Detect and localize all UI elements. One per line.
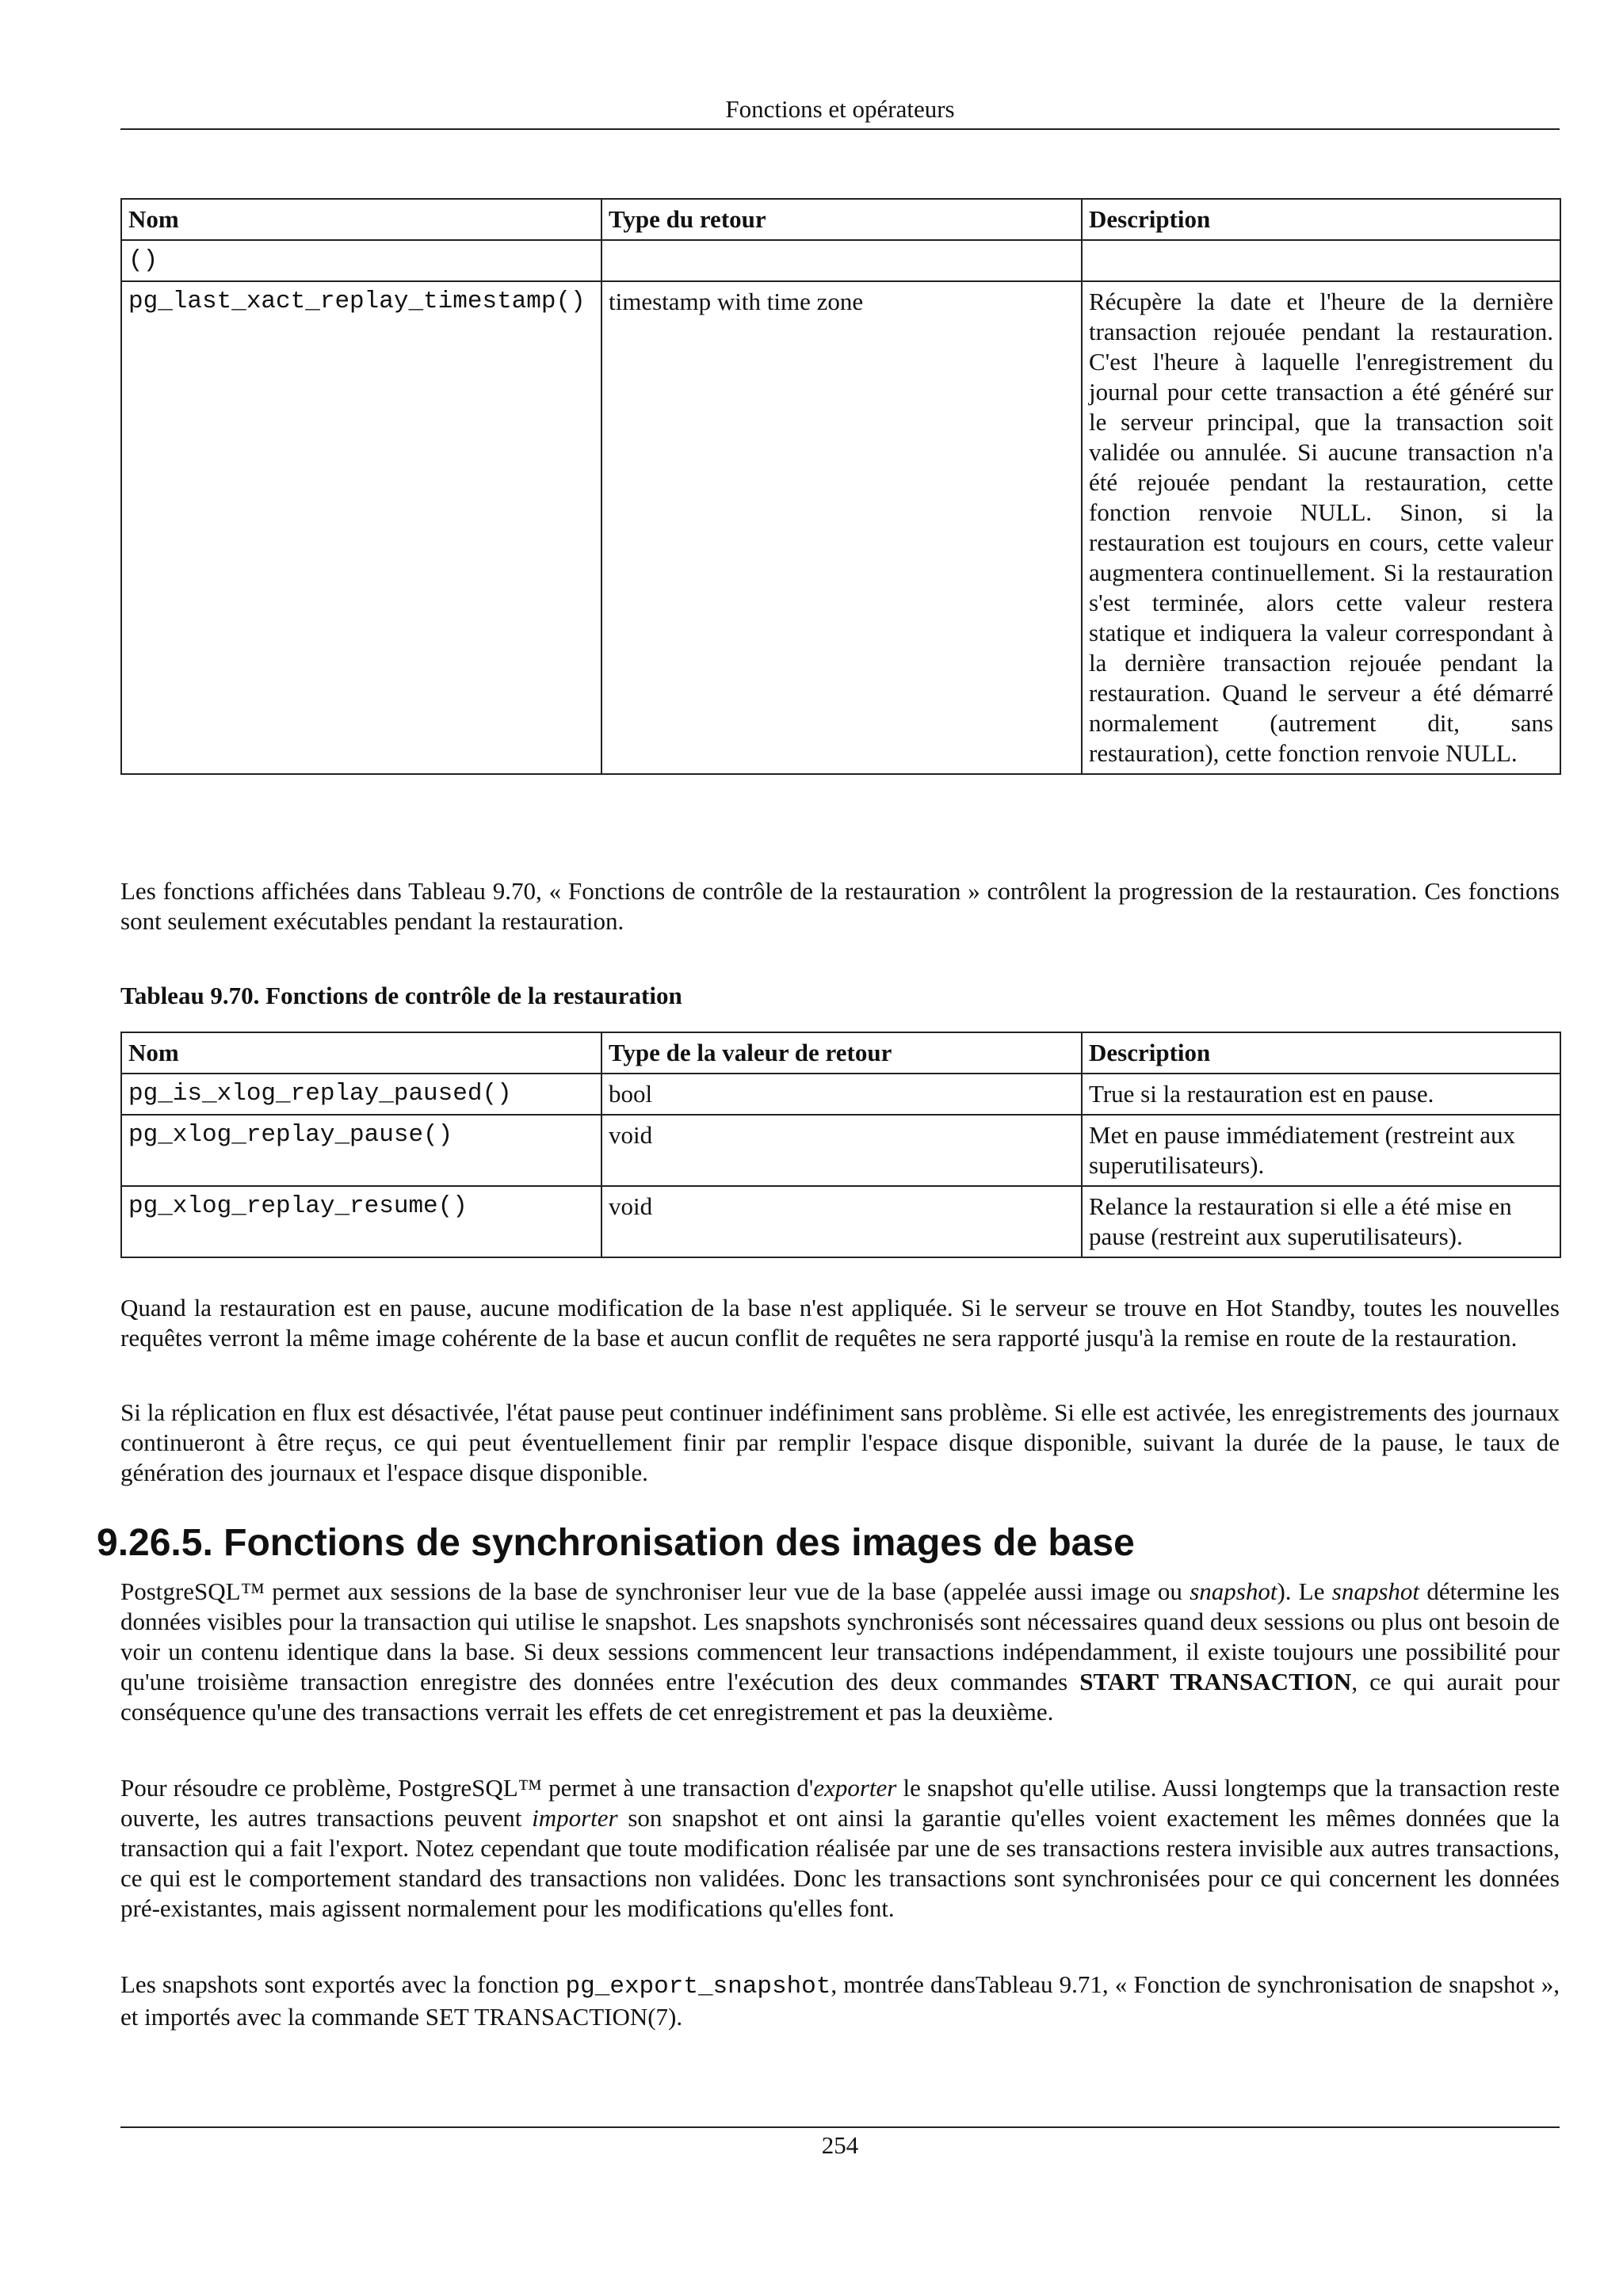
intro-paragraph: Les fonctions affichées dans Tableau 9.70, « Fonctions de contrôle de la restauration » contrôlent la progression de la restauration. Ces fonctions sont seulement exécutables pendant la restauration. <box>120 877 1560 935</box>
description: Met en pause immédiatement (restreint aux superutilisateurs). <box>1082 1115 1560 1186</box>
section-paragraph-2 <box>120 1773 1560 1924</box>
text: , ce qui aurait pour conséquence qu'une des transactions verrait les effets de cet enregistrement et pas la deuxième. <box>120 1668 1560 1726</box>
emphasis: snapshot <box>1190 1577 1277 1605</box>
column-header-type: Type du retour <box>601 199 1082 240</box>
return-type: void <box>601 1186 1082 1257</box>
return-type <box>601 240 1082 281</box>
text: ). Le <box>1277 1577 1332 1605</box>
function-name: pg_xlog_replay_resume() <box>121 1186 601 1257</box>
function-name: () <box>121 240 601 281</box>
column-header-description: Description <box>1082 1032 1560 1074</box>
description: Relance la restauration si elle a été mise en pause (restreint aux superutilisateurs). <box>1082 1186 1560 1257</box>
text: Pour résoudre ce problème, PostgreSQL™ permet à une transaction d' <box>120 1774 814 1802</box>
command-name: START TRANSACTION <box>1079 1668 1352 1695</box>
streaming-paragraph: Si la réplication en flux est désactivée, l'état pause peut continuer indéfiniment sans problème. Si elle est activée, les enregistrements des journaux continueront à être reçus, ce qui peut éventuellement finir par remplir l'espace disque disponible, suivant la durée de la pause, le taux de génération des journaux et l'espace disque disponible. <box>120 1398 1560 1486</box>
emphasis: exporter <box>813 1774 897 1802</box>
return-type: void <box>601 1115 1082 1186</box>
text: Les snapshots sont exportés avec la fonction <box>120 1970 566 1998</box>
column-header-description: Description <box>1082 199 1560 240</box>
page-number: 254 <box>821 2131 859 2159</box>
column-header-name: Nom <box>121 1032 601 1074</box>
table-header-row <box>121 1032 1560 1074</box>
table-header-row <box>121 199 1560 240</box>
table-continued <box>120 198 1561 775</box>
text: PostgreSQL™ permet aux sessions de la base de synchroniser leur vue de la base (appelée aussi image ou <box>120 1577 1190 1605</box>
table-row <box>121 1115 1560 1186</box>
text: son snapshot et ont ainsi la garantie qu'elles voient exactement les mêmes données que la transaction qui a fait l'export. Notez cependant que toute modification réalisée par une de ses transactions restera invisible aux autres transactions, ce qui est le comportement standard des transactions non validées. Donc les transactions sont synchronisées pour ce qui concernent les données pré-existantes, mais agissent normalement pour les modifications qu'elles font. <box>120 1804 1560 1922</box>
running-header: Fonctions et opérateurs <box>725 95 955 123</box>
footer-rule <box>120 2126 1560 2128</box>
function-code: pg_export_snapshot <box>565 1973 831 2000</box>
section-paragraph-1 <box>120 1577 1560 1727</box>
table-row <box>121 281 1560 774</box>
table-caption: Tableau 9.70. Fonctions de contrôle de la restauration <box>120 982 682 1009</box>
pause-paragraph: Quand la restauration est en pause, aucune modification de la base n'est appliquée. Si le serveur se trouve en Hot Standby, toutes les nouvelles requêtes verront la même image cohérente de la base et aucun conflit de requêtes ne sera rapporté jusqu'à la remise en route de la restauration. <box>120 1294 1560 1352</box>
table-row <box>121 240 1560 281</box>
emphasis: snapshot <box>1331 1577 1420 1605</box>
table-row <box>121 1074 1560 1115</box>
section-paragraph-3 <box>120 1970 1560 2032</box>
text: le snapshot qu'elle utilise. Aussi longtemps que la transaction reste ouverte, les autres transactions peuvent <box>120 1774 1560 1832</box>
section-heading: 9.26.5. Fonctions de synchronisation des images de base <box>97 1522 1135 1564</box>
description: True si la restauration est en pause. <box>1082 1074 1560 1115</box>
header-rule <box>120 128 1560 130</box>
function-name: pg_is_xlog_replay_paused() <box>121 1074 601 1115</box>
text: , montrée dansTableau 9.71, « Fonction de synchronisation de snapshot », et importés avec la commande SET TRANSACTION(7). <box>120 1970 1560 2031</box>
text: détermine les données visibles pour la transaction qui utilise le snapshot. Les snapshots synchronisés sont nécessaires quand deux sessions ou plus ont besoin de voir un contenu identique dans la base. Si deux sessions commencent leur transactions indépendamment, il existe toujours une possibilité pour qu'une troisième transaction enregistre des données entre l'exécution des deux commandes <box>120 1577 1560 1695</box>
description: Récupère la date et l'heure de la dernière transaction rejouée pendant la restauration. C'est l'heure à laquelle l'enregistrement du journal pour cette transaction a été généré sur le serveur principal, que la transaction soit validée ou annulée. Si aucune transaction n'a été rejouée pendant la restauration, cette fonction renvoie NULL. Sinon, si la restauration est toujours en cours, cette valeur augmentera continuellement. Si la restauration s'est terminée, alors cette valeur restera statique et indiquera la valeur correspondant à la dernière transaction rejouée pendant la restauration. Quand le serveur a été démarré normalement (autrement dit, sans restauration), cette fonction renvoie NULL. <box>1082 281 1560 774</box>
table-row <box>121 1186 1560 1257</box>
column-header-name: Nom <box>121 199 601 240</box>
function-name: pg_xlog_replay_pause() <box>121 1115 601 1186</box>
function-name: pg_last_xact_replay_timestamp() <box>121 281 601 774</box>
return-type: timestamp with time zone <box>601 281 1082 774</box>
column-header-type: Type de la valeur de retour <box>601 1032 1082 1074</box>
return-type: bool <box>601 1074 1082 1115</box>
recovery-control-table <box>120 1032 1561 1258</box>
description <box>1082 240 1560 281</box>
emphasis: importer <box>532 1804 618 1832</box>
